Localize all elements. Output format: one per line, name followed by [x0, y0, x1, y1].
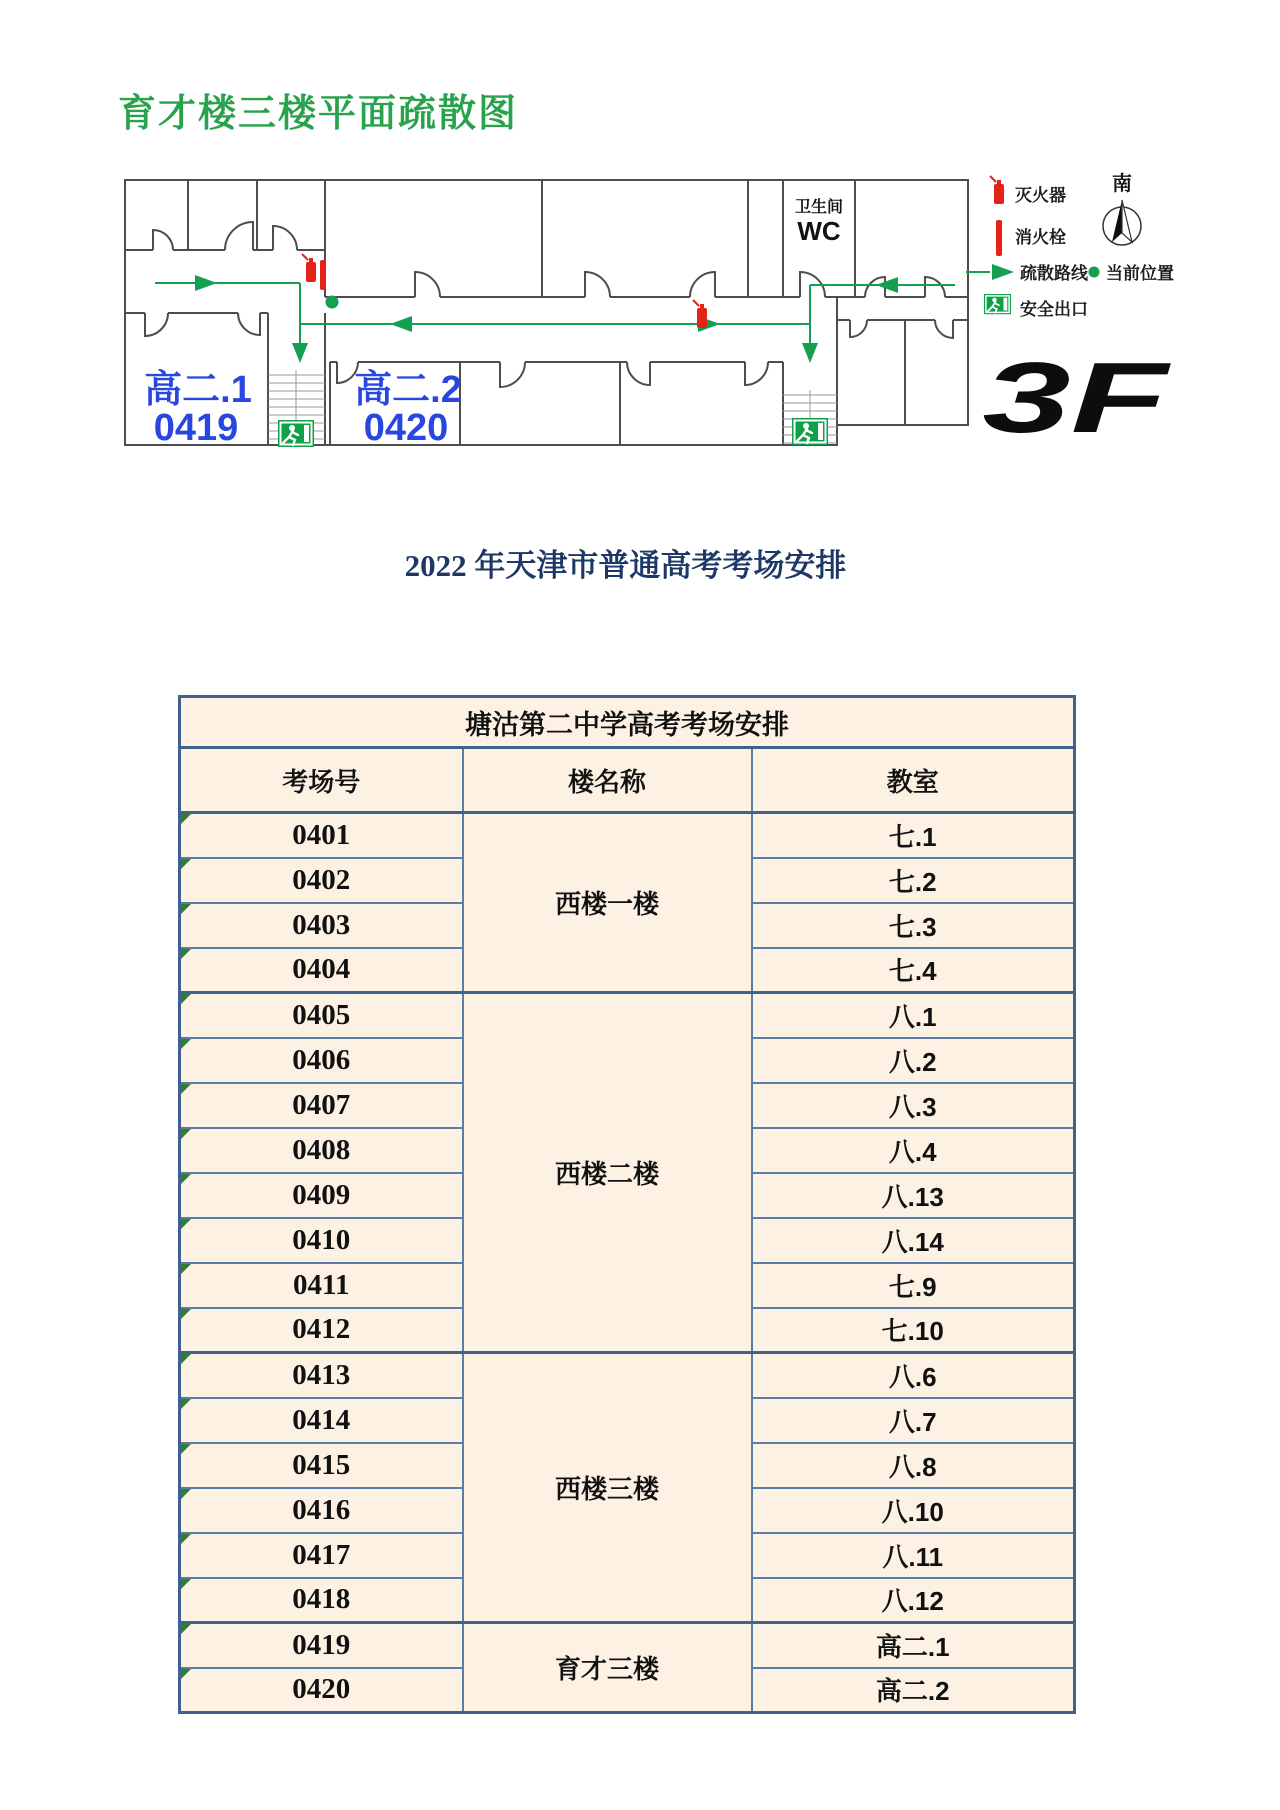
classroom-cell: 八.13: [752, 1173, 1075, 1218]
compass-icon: [1103, 200, 1141, 245]
room1-number: 0419: [153, 407, 239, 449]
compass-south-label: 南: [1112, 173, 1132, 195]
exam-room-table: [178, 695, 1076, 1714]
table-header-row: [180, 748, 1075, 813]
classroom-cell: 八.10: [752, 1488, 1075, 1533]
current-position-icon: [326, 296, 339, 309]
room2-name: 高二.2: [354, 369, 462, 411]
table-row: [180, 813, 1075, 858]
current-position-icon: [1089, 267, 1100, 278]
exam-room-number-cell: 0406: [180, 1038, 463, 1083]
legend-extinguisher-label: 灭火器: [1015, 186, 1066, 205]
classroom-cell: 七.4: [752, 948, 1075, 993]
legend-exit-label: 安全出口: [1020, 300, 1088, 319]
exam-room-number-cell: 0404: [180, 948, 463, 993]
fire-hydrant-icon: [996, 220, 1002, 256]
floor-badge-3f: 3F: [982, 342, 1173, 454]
evacuation-map-title: 育才楼三楼平面疏散图: [118, 93, 519, 135]
classroom-cell: 高二.2: [752, 1668, 1075, 1713]
exam-room-number-cell: 0419: [180, 1623, 463, 1668]
building-name-cell: 西楼二楼: [463, 993, 752, 1353]
exam-arrangement-title: 2022 年天津市普通高考考场安排: [404, 548, 847, 583]
classroom-cell: 八.12: [752, 1578, 1075, 1623]
room1-name: 高二.1: [144, 369, 252, 411]
evacuation-route-lines: [155, 283, 955, 345]
building-name-cell: 西楼一楼: [463, 813, 752, 993]
classroom-cell: 八.6: [752, 1353, 1075, 1398]
classroom-cell: 八.11: [752, 1533, 1075, 1578]
classroom-cell: 七.10: [752, 1308, 1075, 1353]
classroom-cell: 八.7: [752, 1398, 1075, 1443]
classroom-cell: 八.14: [752, 1218, 1075, 1263]
exam-room-number-cell: 0411: [180, 1263, 463, 1308]
wc-label-cn: 卫生间: [794, 199, 844, 216]
classroom-cell: 七.2: [752, 858, 1075, 903]
exam-room-number-cell: 0407: [180, 1083, 463, 1128]
route-arrowhead: [292, 343, 308, 363]
route-arrowhead: [876, 277, 898, 293]
classroom-cell: 八.4: [752, 1128, 1075, 1173]
table-row: [180, 993, 1075, 1038]
classroom-cell: 高二.1: [752, 1623, 1075, 1668]
column-header-room-number: 考场号: [180, 748, 463, 813]
exam-room-number-cell: 0416: [180, 1488, 463, 1533]
exam-room-number-cell: 0405: [180, 993, 463, 1038]
exam-room-number-cell: 0410: [180, 1218, 463, 1263]
table-row: [180, 1623, 1075, 1668]
route-arrowhead: [802, 343, 818, 363]
exam-room-number-cell: 0403: [180, 903, 463, 948]
exam-room-number-cell: 0418: [180, 1578, 463, 1623]
classroom-cell: 八.1: [752, 993, 1075, 1038]
evacuation-floorplan: [110, 150, 1190, 460]
exam-room-number-cell: 0409: [180, 1173, 463, 1218]
route-arrowhead: [195, 275, 217, 291]
exam-room-number-cell: 0415: [180, 1443, 463, 1488]
exam-room-number-cell: 0408: [180, 1128, 463, 1173]
building-name-cell: 育才三楼: [463, 1623, 752, 1713]
table-title: 塘沽第二中学高考考场安排: [180, 697, 1075, 748]
route-arrowhead: [390, 316, 412, 332]
column-header-classroom: 教室: [752, 748, 1075, 813]
fire-hydrant-icon: [320, 260, 326, 290]
wc-label-en: WC: [797, 216, 841, 246]
exam-room-number-cell: 0417: [180, 1533, 463, 1578]
legend-hydrant-label: 消火栓: [1015, 228, 1066, 247]
classroom-cell: 八.8: [752, 1443, 1075, 1488]
exam-room-number-cell: 0401: [180, 813, 463, 858]
table-row: [180, 1353, 1075, 1398]
legend-route-label: 疏散路线: [1020, 264, 1088, 283]
classroom-cell: 七.9: [752, 1263, 1075, 1308]
classroom-cell: 八.2: [752, 1038, 1075, 1083]
exam-room-number-cell: 0420: [180, 1668, 463, 1713]
legend-position-label: 当前位置: [1106, 264, 1174, 283]
room2-number: 0420: [363, 407, 449, 449]
classroom-cell: 七.1: [752, 813, 1075, 858]
classroom-cell: 八.3: [752, 1083, 1075, 1128]
exam-room-number-cell: 0402: [180, 858, 463, 903]
exam-room-number-cell: 0414: [180, 1398, 463, 1443]
exam-room-number-cell: 0413: [180, 1353, 463, 1398]
table-title-row: [180, 697, 1075, 748]
column-header-building: 楼名称: [463, 748, 752, 813]
exam-room-number-cell: 0412: [180, 1308, 463, 1353]
classroom-cell: 七.3: [752, 903, 1075, 948]
building-name-cell: 西楼三楼: [463, 1353, 752, 1623]
